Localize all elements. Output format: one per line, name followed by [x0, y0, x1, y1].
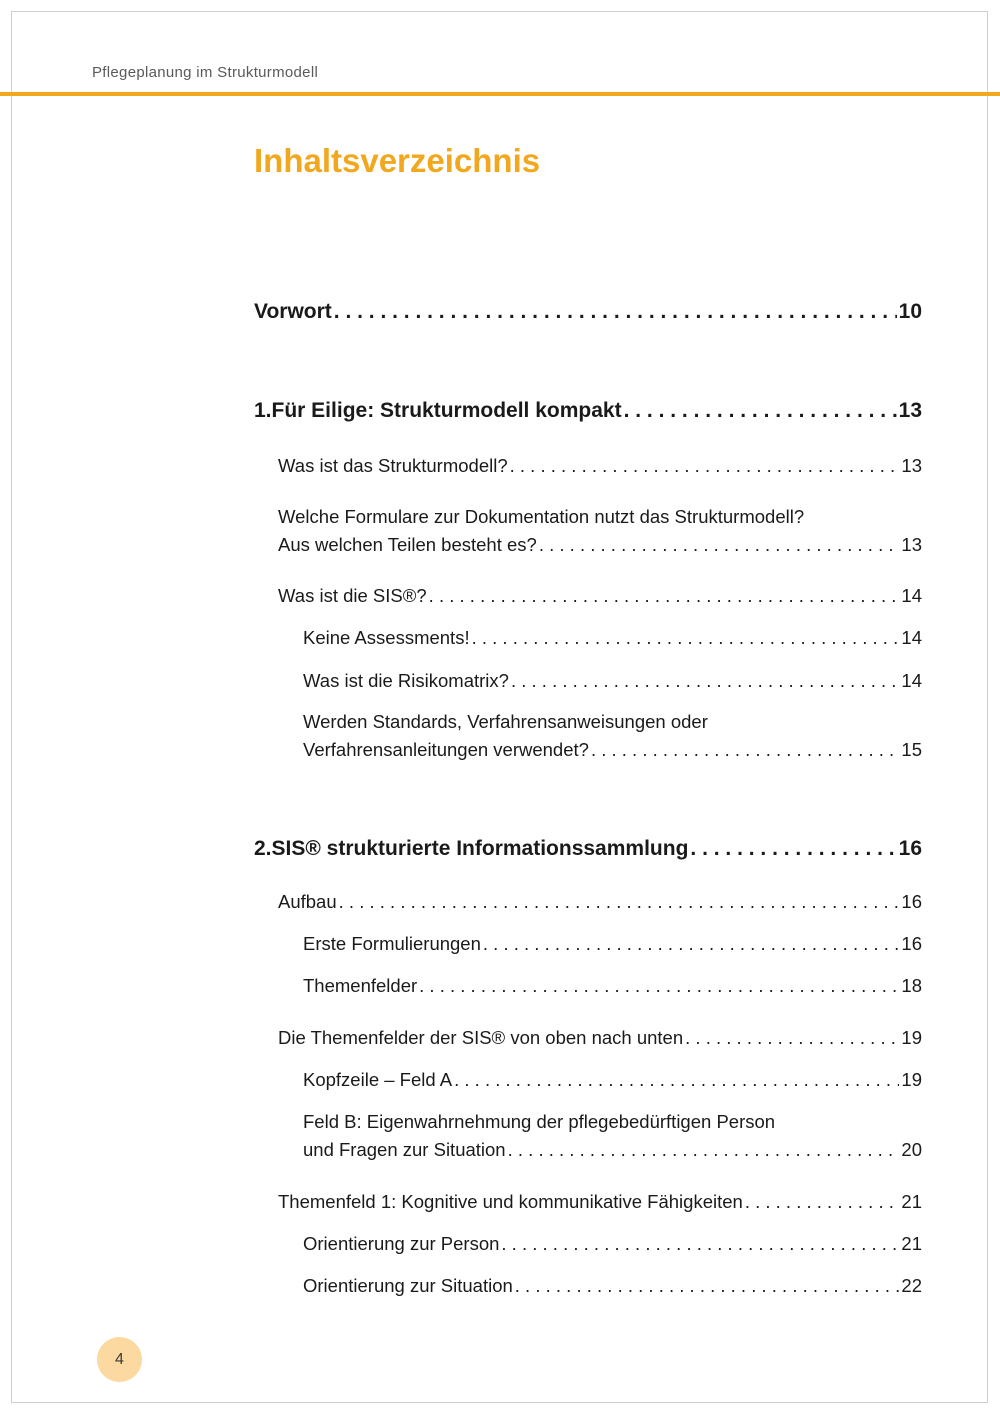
toc-entry-title-line1: Feld B: Eigenwahrnehmung der pflegebedürftigen Person	[303, 1111, 776, 1132]
toc-entry-title: Was ist die SIS®?	[278, 585, 427, 606]
toc-entry-title: Keine Assessments!	[303, 627, 470, 648]
toc-entry[interactable]	[254, 1024, 922, 1052]
toc-entry-title: Themenfelder	[303, 975, 418, 996]
toc-entry[interactable]	[254, 624, 922, 652]
toc-entry-title: Die Themenfelder der SIS® von oben nach unten	[278, 1027, 684, 1048]
toc-entry-page: 19	[901, 1069, 922, 1090]
toc-entry[interactable]	[254, 1108, 922, 1164]
toc-entry-title: Aufbau	[278, 891, 337, 912]
toc-entry-page: 16	[901, 933, 922, 954]
toc-entry-page: 21	[901, 1233, 922, 1254]
toc-entry-title: Orientierung zur Situation	[303, 1275, 513, 1296]
toc-entry-page: 18	[901, 975, 922, 996]
toc-entry-page: 14	[901, 585, 922, 606]
toc-entry-title: Verfahrensanleitungen verwendet?	[303, 739, 589, 760]
page-number: 4	[115, 1350, 124, 1368]
running-head: Pflegeplanung im Strukturmodell	[92, 64, 319, 81]
toc-entry-title: Vorwort	[254, 300, 332, 323]
toc-entry-page: 14	[901, 670, 922, 691]
toc-entry-title: Aus welchen Teilen besteht es?	[278, 534, 537, 555]
toc-entry[interactable]	[254, 452, 922, 480]
toc-entry[interactable]	[254, 1272, 922, 1300]
toc-entry-title: SIS® strukturierte Informationssammlung	[271, 837, 689, 860]
header-rule	[0, 92, 1000, 96]
toc-entry-number: 2.	[254, 837, 272, 860]
toc-entry-page: 19	[901, 1027, 922, 1048]
toc-entry-page: 15	[901, 739, 922, 760]
toc-entry-page: 14	[901, 627, 922, 648]
toc-entry[interactable]	[254, 397, 922, 425]
toc-entry-page: 22	[901, 1275, 922, 1296]
toc-entry-page: 21	[901, 1191, 922, 1212]
toc-entry-title: Orientierung zur Person	[303, 1233, 500, 1254]
toc-entry-page: 10	[898, 300, 922, 323]
toc-entry[interactable]	[254, 888, 922, 916]
toc-entry-page: 20	[901, 1139, 922, 1160]
toc-entry-title-line1: Welche Formulare zur Dokumentation nutzt das Strukturmodell?	[278, 506, 805, 527]
toc-entry[interactable]	[254, 582, 922, 610]
page-title: Inhaltsverzeichnis	[254, 142, 541, 179]
toc-entry[interactable]	[254, 1066, 922, 1094]
toc-entry[interactable]	[254, 972, 922, 1000]
toc-entry-page: 13	[898, 399, 922, 422]
toc-entry-title-line1: Werden Standards, Verfahrensanweisungen oder	[303, 711, 708, 732]
toc-entry-page: 16	[898, 837, 922, 860]
toc-entry[interactable]	[254, 708, 922, 764]
page-number-badge	[97, 1337, 142, 1382]
toc-entry-page: 13	[901, 455, 922, 476]
toc-entry-page: 13	[901, 534, 922, 555]
toc-entry[interactable]	[254, 667, 922, 695]
toc-entry-title: Erste Formulierungen	[303, 933, 481, 954]
toc-entry-title: und Fragen zur Situation	[303, 1139, 506, 1160]
toc-entry-title: Was ist das Strukturmodell?	[278, 455, 508, 476]
toc-entry-number: 1.	[254, 399, 272, 422]
toc-entry[interactable]	[254, 930, 922, 958]
toc-entry[interactable]	[254, 1230, 922, 1258]
toc-entry-title: Was ist die Risikomatrix?	[303, 670, 509, 691]
toc-entry-title: Für Eilige: Strukturmodell kompakt	[271, 399, 622, 422]
toc-entry[interactable]	[254, 1188, 922, 1216]
toc-entry[interactable]	[254, 835, 922, 863]
toc-entry-title: Themenfeld 1: Kognitive und kommunikative Fähigkeiten	[278, 1191, 743, 1212]
toc-entry[interactable]	[254, 503, 922, 559]
toc-entry-title: Kopfzeile – Feld A	[303, 1069, 453, 1090]
toc-entry-page: 16	[901, 891, 922, 912]
toc-entry[interactable]	[254, 298, 922, 326]
